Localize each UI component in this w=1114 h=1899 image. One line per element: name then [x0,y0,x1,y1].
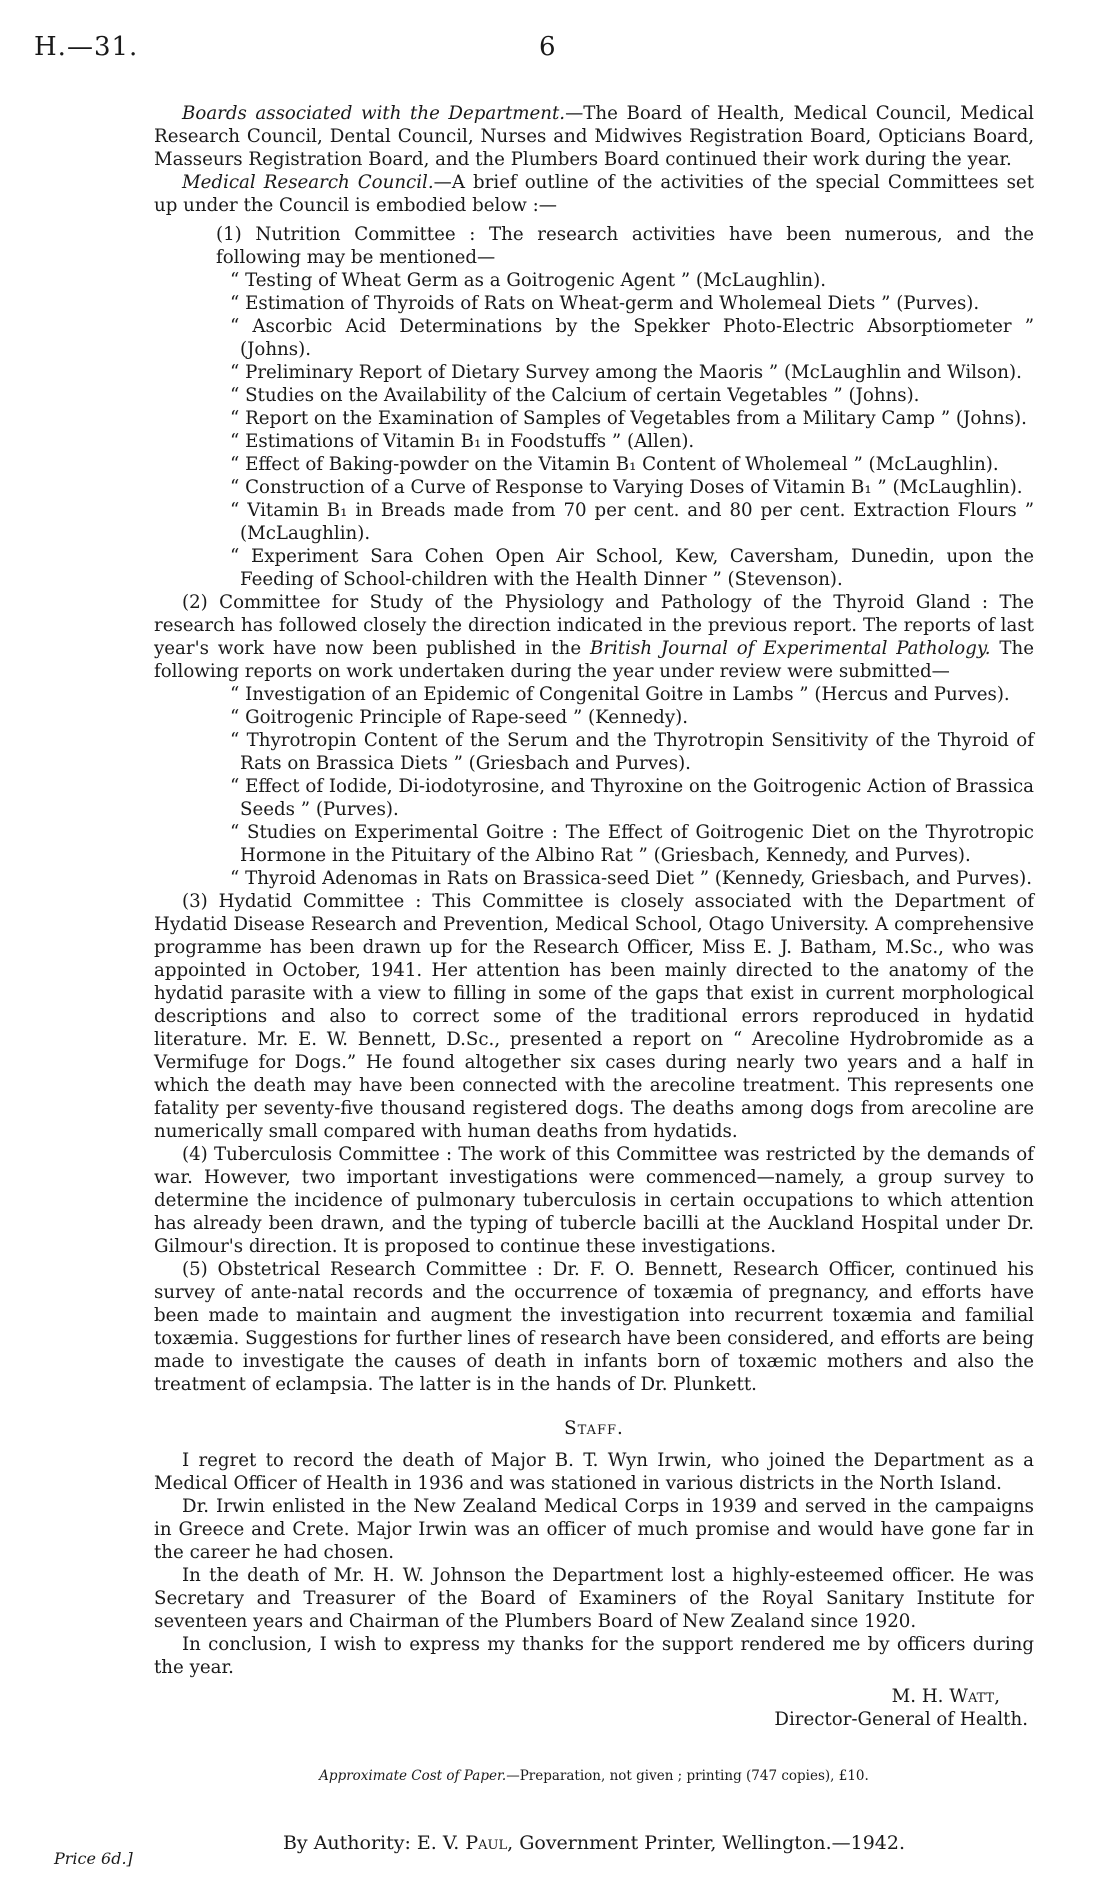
thyroid-text-before: (2) Committee for Study of the Physiology and Pathology of the Thyroid Gland : The research has followed closely the direction indicated in the previous report. The reports of last year's work have now been published in the [154,592,1034,659]
mrc-text: —A brief outline of the activities of the special Committees set up under the Council is embodied below :— [154,172,1035,216]
report-item: “ Estimations of Vitamin B₁ in Foodstuffs ” (Allen). [230,431,695,452]
staff-paragraph: In conclusion, I wish to express my thanks for the support rendered me by officers during the year. [154,1634,1034,1678]
report-item: “ Vitamin B₁ in Breads made from 70 per cent. and 80 per cent. Extraction Flours ” (McLaughlin). [230,500,1034,544]
report-item: “ Thyroid Adenomas in Rats on Brassica-seed Diet ” (Kennedy, Griesbach, and Purves). [230,868,1032,889]
staff-paragraph: Dr. Irwin enlisted in the New Zealand Medical Corps in 1939 and served in the campaigns in Greece and Crete. Major Irwin was an officer of much promise and would have gone far in the career he had chosen. [154,1496,1034,1563]
report-item: “ Studies on Experimental Goitre : The Effect of Goitrogenic Diet on the Thyrotropic Hormone in the Pituitary of the Albino Rat ” (Griesbach, Kennedy, and Purves). [230,822,1034,866]
boards-paragraph [154,102,1034,171]
report-item: “ Report on the Examination of Samples of Vegetables from a Military Camp ” (Johns). [230,408,1027,429]
report-item: “ Effect of Iodide, Di-iodotyrosine, and Thyroxine on the Goitrogenic Action of Brassica Seeds ” (Purves). [230,776,1034,820]
report-item: “ Testing of Wheat Germ as a Goitrogenic Agent ” (McLaughlin). [230,270,827,291]
price-note: Price 6d.] [54,1849,133,1868]
report-item: “ Preliminary Report of Dietary Survey among the Maoris ” (McLaughlin and Wilson). [230,362,1022,383]
authority-line [154,1832,1034,1855]
thyroid-text-after: The following reports on work undertaken during the year under review were submitted— [154,638,1034,682]
cost-of-paper-note [154,1765,1034,1788]
report-item: “ Studies on the Availability of the Calcium of certain Vegetables ” (Johns). [230,385,920,406]
mrc-paragraph [154,171,1034,217]
report-item: “ Experiment Sara Cohen Open Air School, Kew, Caversham, Dunedin, upon the Feeding of School-children with the Health Dinner ” (Stevenson). [230,546,1034,590]
authority-tail: , Government Printer, Wellington.—1942. [507,1832,906,1854]
cost-text: —Preparation, not given ; printing (747 copies), £10. [506,1768,869,1784]
boards-text: —The Board of Health, Medical Council, Medical Research Council, Dental Council, Nurses and Midwives Registration Board, Opticians Board, Masseurs Registration Board, and the Plumbers Board continued their work during the year. [154,103,1034,170]
tuberculosis-committee-paragraph: (4) Tuberculosis Committee : The work of this Committee was restricted by the demands of war. However, two important investigations were commenced—namely, a group survey to determine the incidence of pulmonary tuberculosis in certain occupations to which attention has already been drawn, and the typing of tubercle bacilli at the Auckland Hospital under Dr. Gilmour's direction. It is proposed to continue these investigations. [154,1144,1034,1257]
staff-paragraph: In the death of Mr. H. W. Johnson the Department lost a highly-esteemed officer. He was Secretary and Treasurer of the Board of Examiners of the Royal Sanitary Institute for seventeen years and Chairman of the Plumbers Board of New Zealand since 1920. [154,1565,1034,1632]
staff-heading: Staff. [564,1418,624,1439]
page-header [34,32,1080,70]
report-item: “ Thyrotropin Content of the Serum and the Thyrotropin Sensitivity of the Thyroid of Rats on Brassica Diets ” (Griesbach and Purves). [230,730,1034,774]
signature-name: M. H. Watt, [891,1686,1000,1707]
report-item: “ Estimation of Thyroids of Rats on Wheat-germ and Wholemeal Diets ” (Purves). [230,293,980,314]
authority-lead: By Authority: E. V. [282,1832,466,1854]
cost-lead: Approximate Cost of Paper. [319,1768,507,1784]
mrc-lead: Medical Research Council. [182,172,434,193]
report-item: “ Effect of Baking-powder on the Vitamin B₁ Content of Wholemeal ” (McLaughlin). [230,454,999,475]
obstetrical-committee-paragraph: (5) Obstetrical Research Committee : Dr. F. O. Bennett, Research Officer, continued his survey of ante-natal records and the occurrence of toxæmia of pregnancy, and efforts have been made to maintain and augment the investigation into recurrent toxæmia and familial toxæmia. Suggestions for further lines of research have been considered, and efforts are being made to investigate the causes of death in infants born of toxæmic mothers and also the treatment of eclampsia. The latter is in the hands of Dr. Plunkett. [154,1259,1034,1395]
page-body [154,102,1034,1855]
report-item: “ Construction of a Curve of Response to Varying Doses of Vitamin B₁ ” (McLaughlin). [230,477,1023,498]
nutrition-committee-paragraph: (1) Nutrition Committee : The research activities have been numerous, and the following may be mentioned— [216,224,1034,268]
boards-lead: Boards associated with the Department. [182,103,566,124]
report-item: “ Goitrogenic Principle of Rape-seed ” (Kennedy). [230,707,688,728]
page-number: 6 [539,32,556,62]
thyroid-committee-paragraph [154,591,1034,683]
document-code: H.—31. [34,32,139,62]
report-item: “ Ascorbic Acid Determinations by the Spekker Photo-Electric Absorptiometer ” (Johns). [230,316,1034,360]
report-item: “ Investigation of an Epidemic of Congenital Goitre in Lambs ” (Hercus and Purves). [230,684,1010,705]
hydatid-committee-paragraph: (3) Hydatid Committee : This Committee is closely associated with the Department of Hydatid Disease Research and Prevention, Medical School, Otago University. A comprehensive programme has been drawn up for the Research Officer, Miss E. J. Batham, M.Sc., who was appointed in October, 1941. Her attention has been mainly directed to the anatomy of the hydatid parasite with a view to filling in some of the gaps that exist in current morphological descriptions and also to correct some of the traditional errors reproduced in hydatid literature. Mr. E. W. Bennett, D.Sc., presented a report on “ Arecoline Hydrobromide as a Vermifuge for Dogs.” He found altogether six cases during nearly two years and a half in which the death may have been connected with the arecoline treatment. This represents one fatality per seventy-five thousand registered dogs. The deaths among dogs from arecoline are numerically small compared with human deaths from hydatids. [154,891,1034,1142]
journal-title: British Journal of Experimental Pathology. [589,638,991,659]
staff-paragraph: I regret to record the death of Major B. T. Wyn Irwin, who joined the Department as a Medical Officer of Health in 1936 and was stationed in various districts in the North Island. [154,1450,1034,1494]
signature-title: Director-General of Health. [774,1709,1028,1730]
printer-name: Paul [465,1832,508,1854]
